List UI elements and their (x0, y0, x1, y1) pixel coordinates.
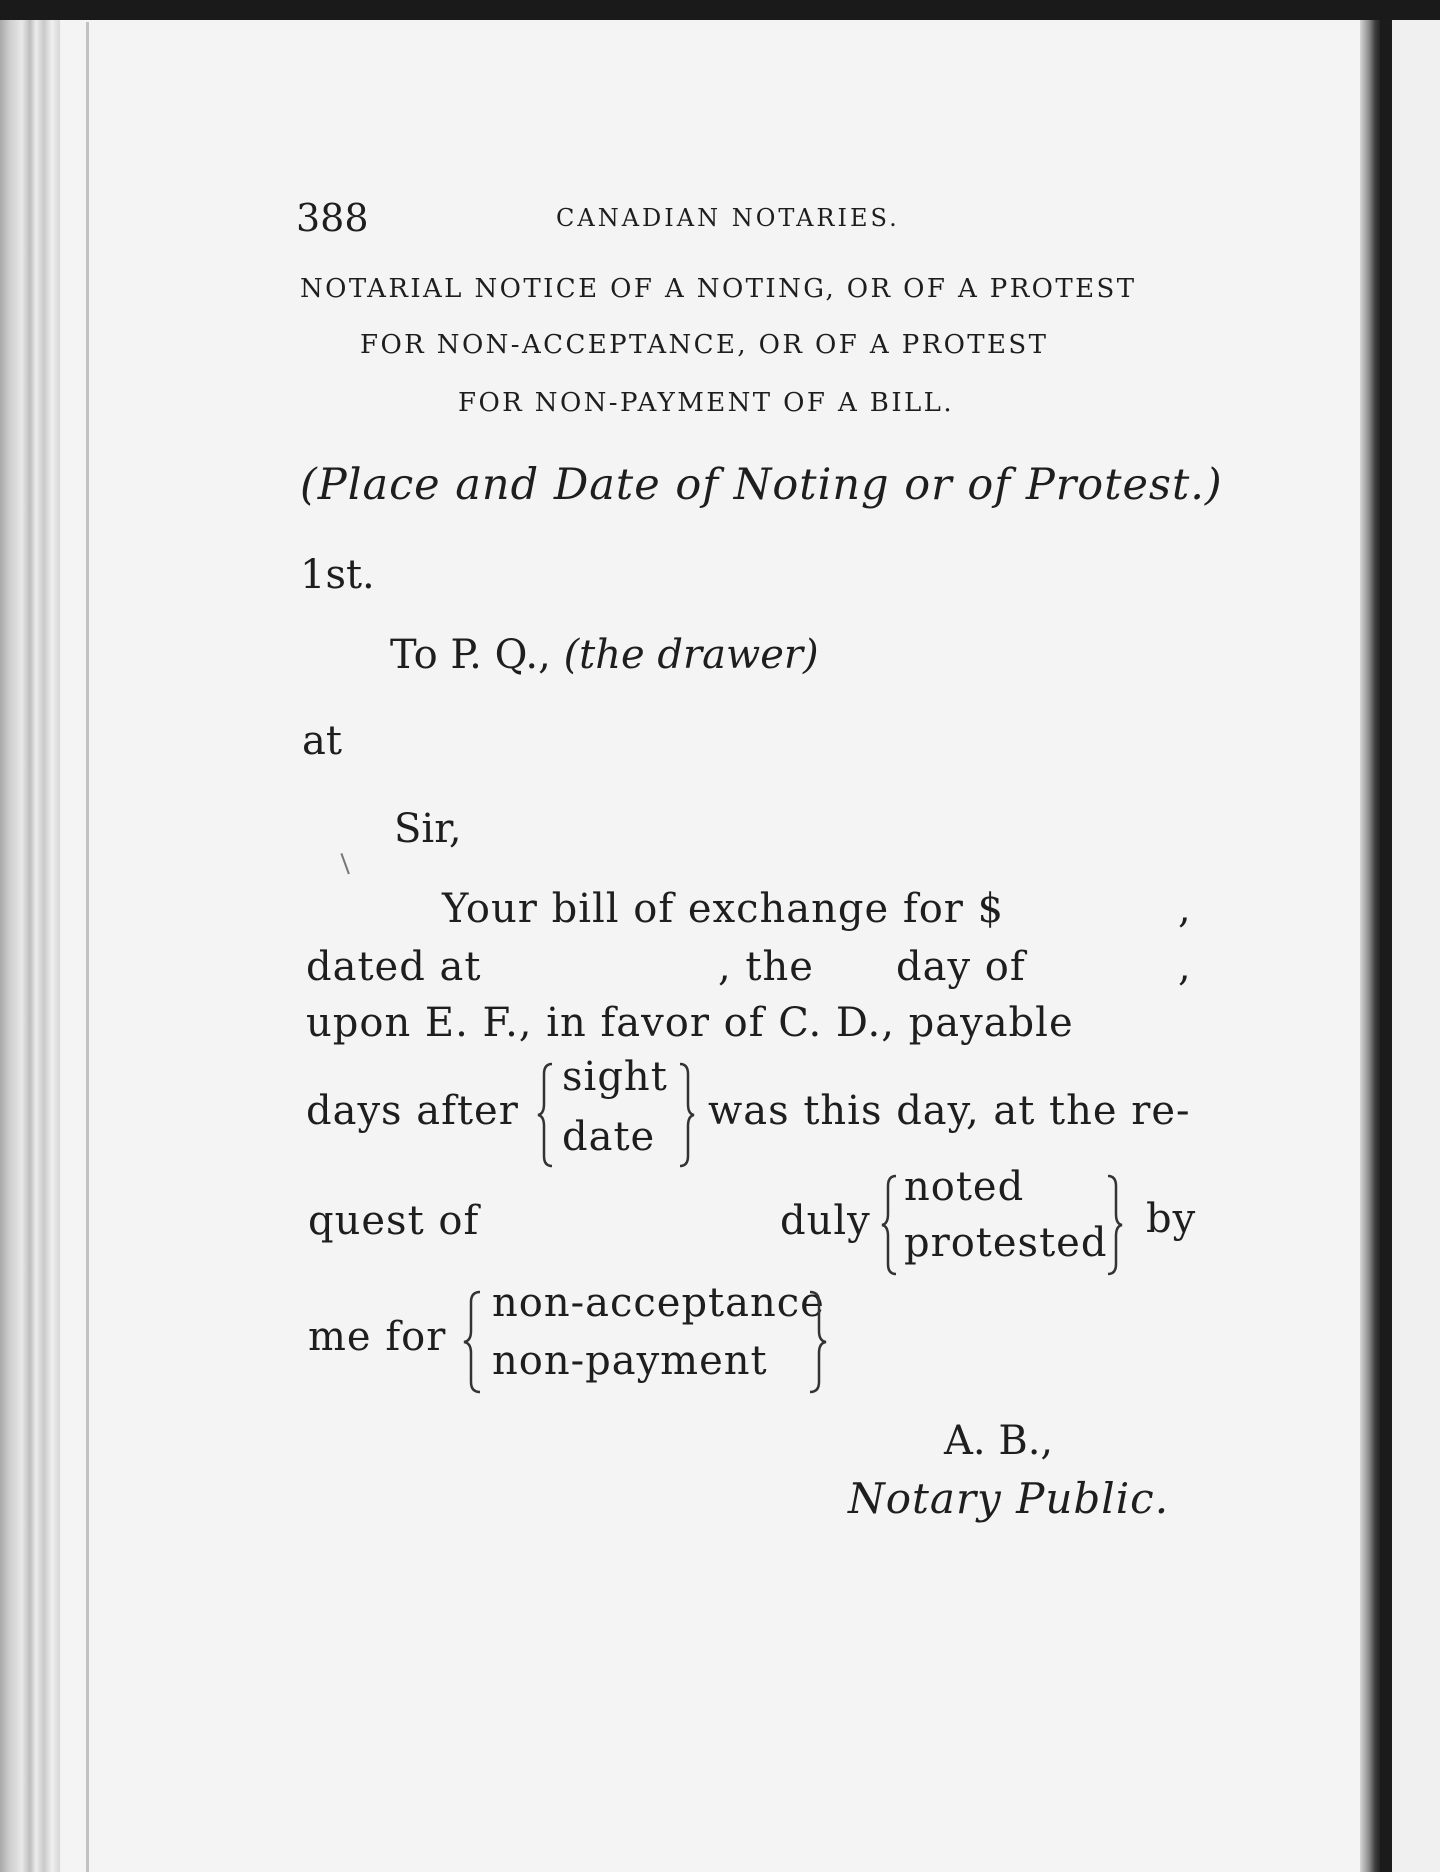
body-line-2-comma: , (1178, 944, 1192, 990)
option-protested: protested (904, 1220, 1108, 1266)
running-head: CANADIAN NOTARIES. (556, 204, 900, 232)
place-and-date-line: (Place and Date of Noting or of Protest.) (300, 460, 1223, 510)
body-line-1-comma: , (1178, 886, 1192, 932)
signature-title: Notary Public. (848, 1474, 1170, 1523)
option-noted: noted (904, 1164, 1025, 1210)
body-line-2-dated: dated at (306, 944, 482, 990)
body-line-6-prefix: me for (308, 1314, 447, 1360)
close-brace-acceptance-payment (806, 1288, 828, 1396)
body-line-5-suffix: by (1146, 1196, 1197, 1242)
book-left-edge (0, 20, 60, 1872)
addressee-role: (the drawer) (563, 632, 819, 678)
at-line: at (302, 718, 342, 764)
form-title-line-2: FOR NON-ACCEPTANCE, OR OF A PROTEST (360, 330, 1049, 360)
scan-top-border (0, 0, 1440, 20)
option-sight: sight (562, 1054, 668, 1100)
option-non-acceptance: non-acceptance (492, 1280, 825, 1326)
open-brace-acceptance-payment (462, 1288, 484, 1396)
body-line-5-prefix: quest of (308, 1198, 480, 1244)
body-line-3: upon E. F., in favor of C. D., payable (306, 1000, 1074, 1046)
body-line-4-prefix: days after (306, 1088, 519, 1134)
page-number: 388 (296, 196, 369, 240)
close-brace-sight-date (676, 1060, 696, 1170)
close-brace-noted-protested (1104, 1172, 1124, 1278)
body-line-2-the: , the (718, 944, 814, 990)
next-page-edge (1392, 20, 1440, 1872)
page-edge-line (86, 22, 89, 1872)
open-brace-sight-date (536, 1060, 556, 1170)
addressee-line (390, 632, 819, 678)
addressee-prefix: To P. Q., (390, 632, 564, 678)
form-title-line-3: FOR NON-PAYMENT OF A BILL. (458, 388, 954, 418)
body-line-1: Your bill of exchange for $ (442, 886, 1005, 932)
signature-name: A. B., (944, 1418, 1054, 1464)
ordinal-line: 1st. (300, 552, 375, 598)
open-brace-noted-protested (880, 1172, 900, 1278)
option-date: date (562, 1114, 656, 1160)
form-title-line-1: NOTARIAL NOTICE OF A NOTING, OR OF A PROTEST (300, 274, 1137, 304)
body-line-2-day: day of (896, 944, 1026, 990)
body-line-5-duly: duly (780, 1198, 871, 1244)
salutation: Sir, (394, 806, 462, 852)
body-line-4-suffix: was this day, at the re- (708, 1088, 1191, 1134)
option-non-payment: non-payment (492, 1338, 768, 1384)
gutter-shadow (1360, 20, 1382, 1872)
